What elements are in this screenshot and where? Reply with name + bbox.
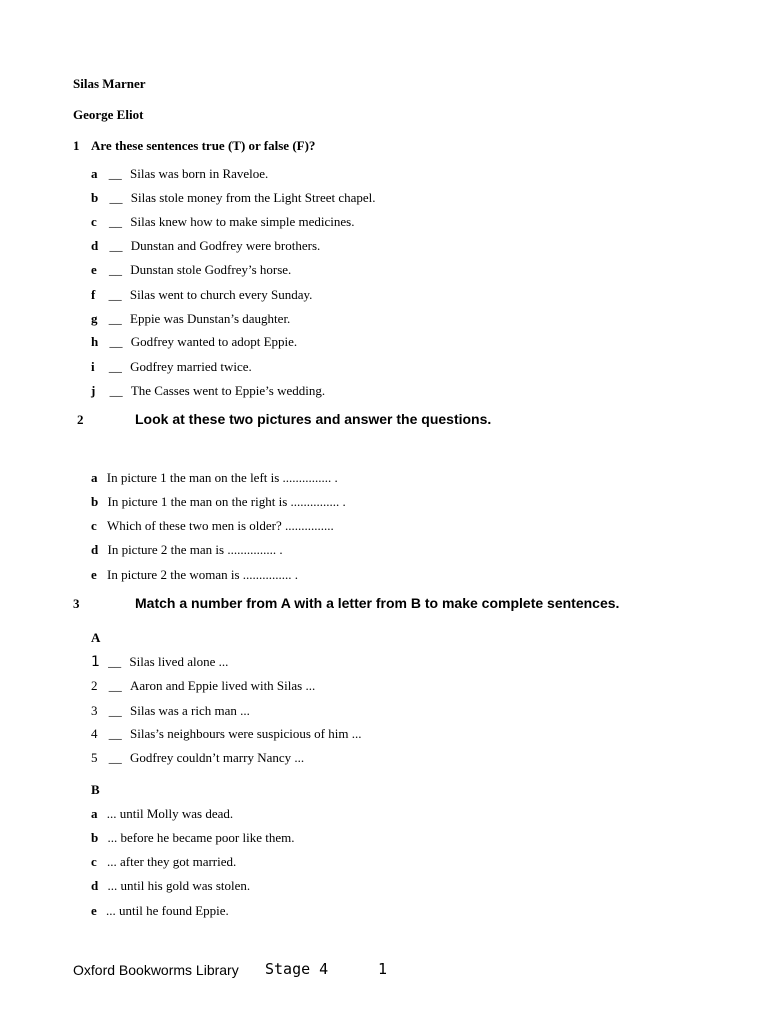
answer-blank[interactable]: __ — [108, 703, 122, 718]
item-letter: d — [91, 238, 99, 253]
list-item — [91, 190, 376, 206]
q2-number: 2 — [77, 412, 84, 427]
footer-page-number: 1 — [378, 960, 388, 978]
item-text: Silas knew how to make simple medicines. — [130, 214, 355, 229]
item-text: ... until he found Eppie. — [106, 903, 229, 918]
item-letter: c — [91, 518, 97, 533]
item-letter: a — [91, 806, 98, 821]
answer-blank[interactable]: __ — [108, 287, 122, 302]
list-item — [91, 238, 320, 254]
item-text: In picture 2 the woman is ............... . — [107, 567, 299, 582]
item-text: Silas lived alone ... — [129, 654, 229, 669]
item-letter: c — [91, 214, 97, 229]
item-text: ... after they got married. — [107, 854, 237, 869]
item-letter: c — [91, 854, 97, 869]
item-text: Silas went to church every Sunday. — [129, 287, 313, 302]
q3-number: 3 — [73, 596, 80, 611]
q1-number: 1 — [73, 138, 80, 153]
list-item — [91, 830, 294, 846]
answer-blank[interactable]: __ — [108, 678, 122, 693]
item-letter: h — [91, 334, 99, 349]
list-item — [91, 359, 252, 375]
item-letter: a — [91, 166, 98, 181]
list-item — [91, 567, 298, 583]
footer-stage: Stage 4 — [265, 960, 329, 978]
item-letter: d — [91, 878, 99, 893]
answer-blank[interactable]: __ — [109, 383, 123, 398]
item-text: Silas stole money from the Light Street chapel. — [130, 190, 376, 205]
list-item — [91, 311, 290, 327]
list-item — [91, 214, 355, 230]
item-text: Godfrey wanted to adopt Eppie. — [130, 334, 298, 349]
list-item — [91, 806, 233, 822]
answer-blank[interactable]: __ — [109, 238, 123, 253]
item-text: Dunstan stole Godfrey’s horse. — [130, 262, 292, 277]
item-text: Eppie was Dunstan’s daughter. — [130, 311, 291, 326]
item-text: Godfrey couldn’t marry Nancy ... — [130, 750, 305, 765]
list-item — [91, 903, 229, 919]
item-text: Godfrey married twice. — [130, 359, 252, 374]
q1-heading: Are these sentences true (T) or false (F)? — [91, 138, 316, 153]
list-item — [91, 542, 283, 558]
item-letter: b — [91, 830, 99, 845]
item-number: 5 — [91, 750, 98, 765]
item-letter: g — [91, 311, 98, 326]
answer-blank[interactable]: __ — [108, 311, 122, 326]
item-letter: b — [91, 190, 99, 205]
list-item — [91, 703, 250, 719]
item-letter: e — [91, 262, 97, 277]
answer-blank[interactable]: __ — [109, 214, 123, 229]
list-item — [91, 854, 236, 870]
item-text: In picture 1 the man on the right is ............... . — [107, 494, 346, 509]
answer-blank[interactable]: __ — [108, 726, 122, 741]
list-item — [91, 750, 304, 766]
item-text: ... before he became poor like them. — [107, 830, 295, 845]
item-text: Aaron and Eppie lived with Silas ... — [130, 678, 316, 693]
item-number: 2 — [91, 678, 98, 693]
group-b-label: B — [91, 782, 100, 797]
item-letter: a — [91, 470, 98, 485]
q3-heading: Match a number from A with a letter from B to make complete sentences. — [135, 595, 620, 611]
document-title: Silas Marner — [73, 76, 146, 91]
list-item — [91, 878, 250, 894]
item-number: 1 — [91, 654, 100, 670]
item-letter: i — [91, 359, 95, 374]
list-item — [91, 494, 346, 510]
list-item — [91, 726, 361, 742]
group-a-label: A — [91, 630, 101, 645]
list-item — [91, 166, 268, 182]
item-letter: d — [91, 542, 99, 557]
item-text: Which of these two men is older? ............... — [107, 518, 334, 533]
answer-blank[interactable]: __ — [109, 334, 123, 349]
item-letter: e — [91, 903, 97, 918]
item-text: In picture 1 the man on the left is ............... . — [106, 470, 338, 485]
list-item — [91, 287, 312, 303]
item-letter: j — [91, 383, 96, 398]
list-item — [91, 470, 338, 486]
item-text: In picture 2 the man is ............... . — [107, 542, 283, 557]
item-text: Silas was a rich man ... — [130, 703, 250, 718]
answer-blank[interactable]: __ — [108, 359, 122, 374]
item-text: Silas was born in Raveloe. — [130, 166, 269, 181]
item-text: The Casses went to Eppie’s wedding. — [130, 383, 326, 398]
item-letter: f — [91, 287, 96, 302]
list-item — [91, 678, 315, 694]
document-author: George Eliot — [73, 107, 144, 122]
list-item — [91, 518, 334, 534]
list-item — [91, 383, 325, 399]
answer-blank[interactable]: __ — [108, 654, 122, 669]
footer-library: Oxford Bookworms Library — [73, 962, 239, 978]
answer-blank[interactable]: __ — [108, 166, 122, 181]
list-item — [91, 654, 228, 670]
item-text: ... until his gold was stolen. — [107, 878, 251, 893]
item-text: Silas’s neighbours were suspicious of him ... — [130, 726, 362, 741]
item-text: ... until Molly was dead. — [106, 806, 234, 821]
answer-blank[interactable]: __ — [109, 190, 123, 205]
q2-heading: Look at these two pictures and answer the questions. — [135, 411, 492, 427]
item-letter: b — [91, 494, 99, 509]
answer-blank[interactable]: __ — [109, 262, 123, 277]
item-letter: e — [91, 567, 97, 582]
item-text: Dunstan and Godfrey were brothers. — [130, 238, 321, 253]
list-item — [91, 262, 291, 278]
item-number: 3 — [91, 703, 98, 718]
answer-blank[interactable]: __ — [108, 750, 122, 765]
item-number: 4 — [91, 726, 98, 741]
list-item — [91, 334, 297, 350]
